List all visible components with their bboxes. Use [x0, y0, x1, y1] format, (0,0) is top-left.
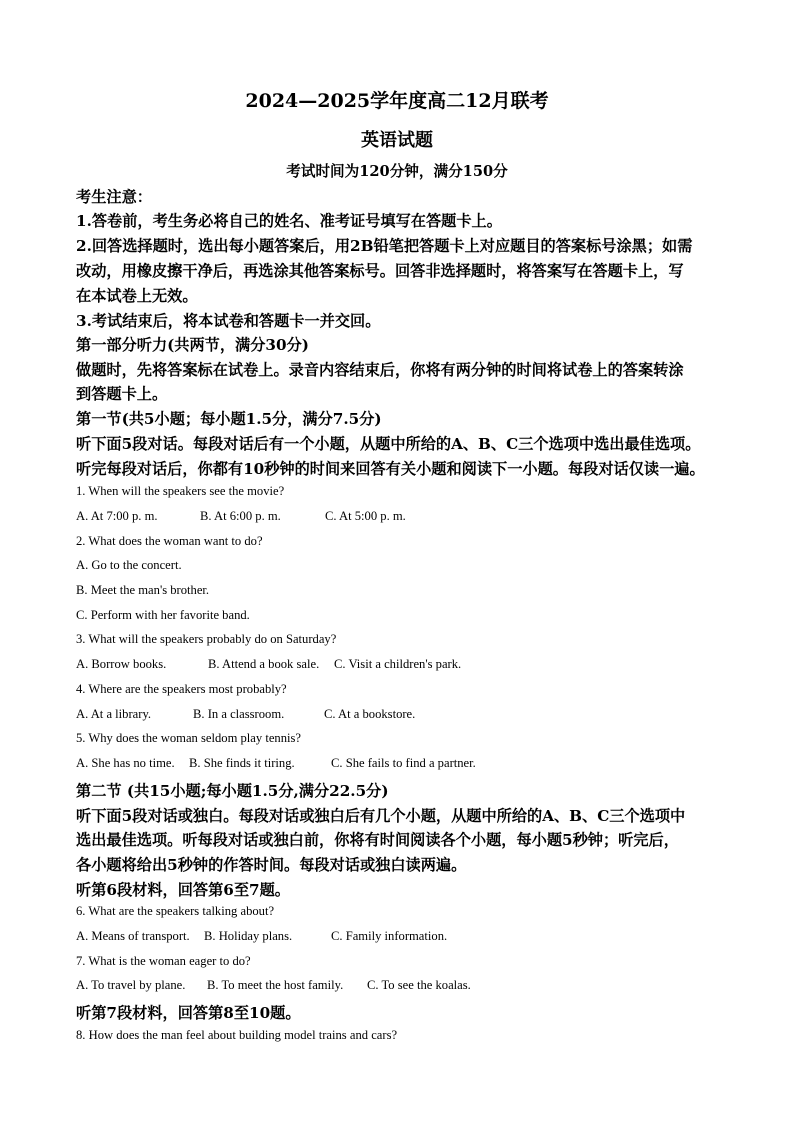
notice-item-2-line-1: 2.回答选择题时，选出每小题答案后，用2B铅笔把答题卡上对应题目的答案标号涂黑；如需 — [76, 237, 693, 255]
question-1-option-c: C. At 5:00 p. m. — [325, 509, 406, 523]
section1-directions-line-2: 听完每段对话后，你都有10秒钟的时间来回答有关小题和阅读下一小题。每段对话仅读一遍。 — [76, 460, 705, 478]
question-7-option-c: C. To see the koalas. — [367, 978, 471, 992]
question-3-option-c: C. Visit a children's park. — [334, 657, 462, 671]
material-7-heading: 听第7段材料，回答第8至10题。 — [76, 1004, 301, 1022]
material-6-heading: 听第6段材料，回答第6至7题。 — [76, 881, 290, 899]
question-6-option-c: C. Family information. — [331, 929, 448, 943]
question-5-option-a: A. She has no time. — [76, 756, 175, 770]
question-3-option-a: A. Borrow books. — [76, 657, 167, 671]
question-7-option-b: B. To meet the host family. — [207, 978, 344, 992]
question-6-option-b: B. Holiday plans. — [204, 929, 293, 943]
subject-title: 英语试题 — [361, 130, 433, 151]
question-4-option-b: B. In a classroom. — [193, 707, 285, 721]
question-4-option-c: C. At a bookstore. — [324, 707, 416, 721]
part1-intro-line-1: 做题时，先将答案标在试卷上。录音内容结束后，你将有两分钟的时间将试卷上的答案转涂 — [76, 361, 684, 379]
section2-directions-line-1: 听下面5段对话或独白。每段对话或独白后有几个小题，从题中所给的A、B、C三个选项中 — [76, 807, 686, 825]
part1-intro-line-2: 到答题卡上。 — [76, 385, 168, 403]
question-5-stem: 5. Why does the woman seldom play tennis? — [76, 731, 302, 745]
section2-directions-line-2: 选出最佳选项。听每段对话或独白前，你将有时间阅读各个小题，每小题5秒钟；听完后， — [76, 831, 679, 849]
question-6-stem: 6. What are the speakers talking about? — [76, 904, 275, 918]
question-7-option-a: A. To travel by plane. — [76, 978, 186, 992]
notice-heading: 考生注意： — [76, 188, 152, 206]
question-4-option-a: A. At a library. — [76, 707, 152, 721]
question-8-stem: 8. How does the man feel about building model trains and cars? — [76, 1028, 398, 1042]
exam-time-note: 考试时间为120分钟，满分150分 — [286, 163, 508, 180]
question-1-stem: 1. When will the speakers see the movie? — [76, 484, 285, 498]
question-3-stem: 3. What will the speakers probably do on Saturday? — [76, 632, 337, 646]
notice-item-3: 3.考试结束后，将本试卷和答题卡一并交回。 — [76, 312, 381, 330]
part1-title: 第一部分听力(共两节，满分30分) — [76, 336, 309, 354]
question-2-option-b: B. Meet the man's brother. — [76, 583, 210, 597]
section1-title: 第一节(共5小题；每小题1.5分，满分7.5分) — [76, 410, 382, 428]
notice-item-2-line-2: 改动，用橡皮擦干净后，再选涂其他答案标号。回答非选择题时，将答案写在答题卡上，写 — [76, 262, 684, 280]
question-2-option-a: A. Go to the concert. — [76, 558, 182, 572]
section1-directions-line-1: 听下面5段对话。每段对话后有一个小题，从题中所给的A、B、C三个选项中选出最佳选项。 — [76, 435, 701, 453]
question-3-option-b: B. Attend a book sale. — [208, 657, 320, 671]
section2-directions-line-3: 各小题将给出5秒钟的作答时间。每段对话或独白读两遍。 — [76, 856, 467, 874]
question-4-stem: 4. Where are the speakers most probably? — [76, 682, 287, 696]
question-5-option-b: B. She finds it tiring. — [189, 756, 295, 770]
section2-title: 第二节 (共15小题;每小题1.5分,满分22.5分) — [76, 782, 389, 800]
notice-item-1: 1.答卷前，考生务必将自己的姓名、准考证号填写在答题卡上。 — [76, 212, 502, 230]
question-1-option-b: B. At 6:00 p. m. — [200, 509, 281, 523]
exam-title: 2024—2025学年度高二12月联考 — [245, 90, 549, 112]
question-6-option-a: A. Means of transport. — [76, 929, 190, 943]
question-2-stem: 2. What does the woman want to do? — [76, 534, 263, 548]
question-7-stem: 7. What is the woman eager to do? — [76, 954, 251, 968]
notice-item-2-line-3: 在本试卷上无效。 — [76, 287, 198, 305]
question-5-option-c: C. She fails to find a partner. — [331, 756, 476, 770]
question-2-option-c: C. Perform with her favorite band. — [76, 608, 250, 622]
question-1-option-a: A. At 7:00 p. m. — [76, 509, 158, 523]
